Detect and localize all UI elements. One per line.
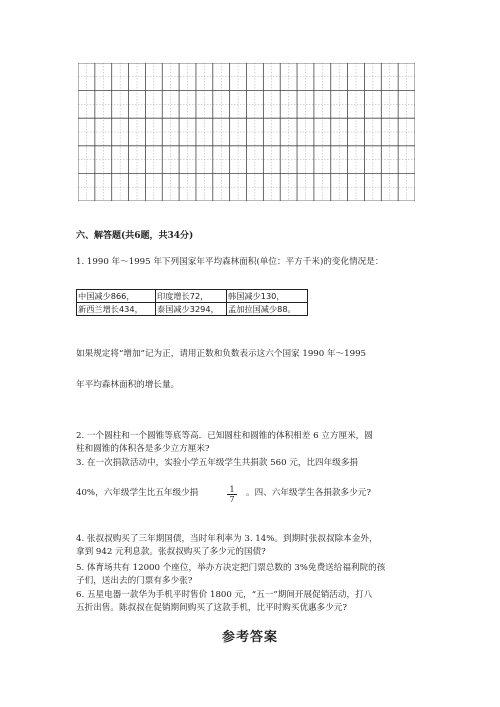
q5-line2: 子们，送出去的门票有多少张? (76, 576, 193, 586)
writing-grid (78, 63, 415, 201)
table-row (77, 303, 308, 316)
q3-line1: 3. 在一次捐款活动中，实验小学五年级学生共捐款 560 元，比四年级多捐 (76, 458, 359, 468)
q2-line1: 2. 一个圆柱和一个圆锥等底等高．已知圆柱和圆锥的体积相差 6 立方厘米，圆 (76, 431, 373, 441)
table-cell: 孟加拉国减少88。 (227, 303, 308, 316)
answers-title: 参考答案 (221, 630, 278, 645)
forest-table (76, 289, 308, 316)
table-cell: 印度增长72， (156, 290, 227, 303)
q5-line1: 5. 体育场共有 12000 个座位，举办方决定把门票总数的 3%免费送给福利院的孩 (76, 563, 386, 573)
q6-line2: 五折出售。陈叔叔在促销期间购买了这款手机，比平时购买优惠多少元? (76, 603, 348, 613)
q4-line2: 拿到 942 元利息款。张叔叔购买了多少元的国债? (76, 547, 266, 557)
fraction-denominator: 7 (229, 495, 235, 504)
q1-instruction-line1: 如果规定将“增加”记为正，请用正数和负数表示这六个国家 1990 年～1995 (76, 349, 367, 359)
table-cell: 中国减少866， (77, 290, 156, 303)
q6-line1: 6. 五星电器一款华为手机平时售价 1800 元，“五一”期间开展促销活动，打八 (76, 590, 373, 600)
q1-text: 1. 1990 年～1995 年下列国家年平均森林面积(单位：平方千米)的变化情况是： (76, 257, 384, 267)
table-cell: 韩国减少130， (227, 290, 308, 303)
table-cell: 泰国减少3294， (156, 303, 227, 316)
fraction-one-seventh (226, 485, 238, 504)
table-cell: 新西兰增长434， (77, 303, 156, 316)
q1-instruction-line2: 年平均森林面积的增长量。 (76, 380, 180, 390)
q4-line1: 4. 张叔叔购买了三年期国债，当时年利率为 3. 14%。到期时张叔叔除本金外， (76, 534, 378, 544)
section-heading: 六、解答题(共6题，共34分) (76, 231, 194, 241)
fraction-numerator: 1 (229, 485, 235, 494)
table-row (77, 290, 308, 303)
q2-line2: 柱和圆锥的体积各是多少立方厘米? (76, 444, 210, 454)
q3-line2-post: 。四、六年级学生各捐款多少元? (246, 488, 371, 498)
q3-line2-pre: 40%，六年级学生比五年级少捐 (76, 488, 199, 498)
